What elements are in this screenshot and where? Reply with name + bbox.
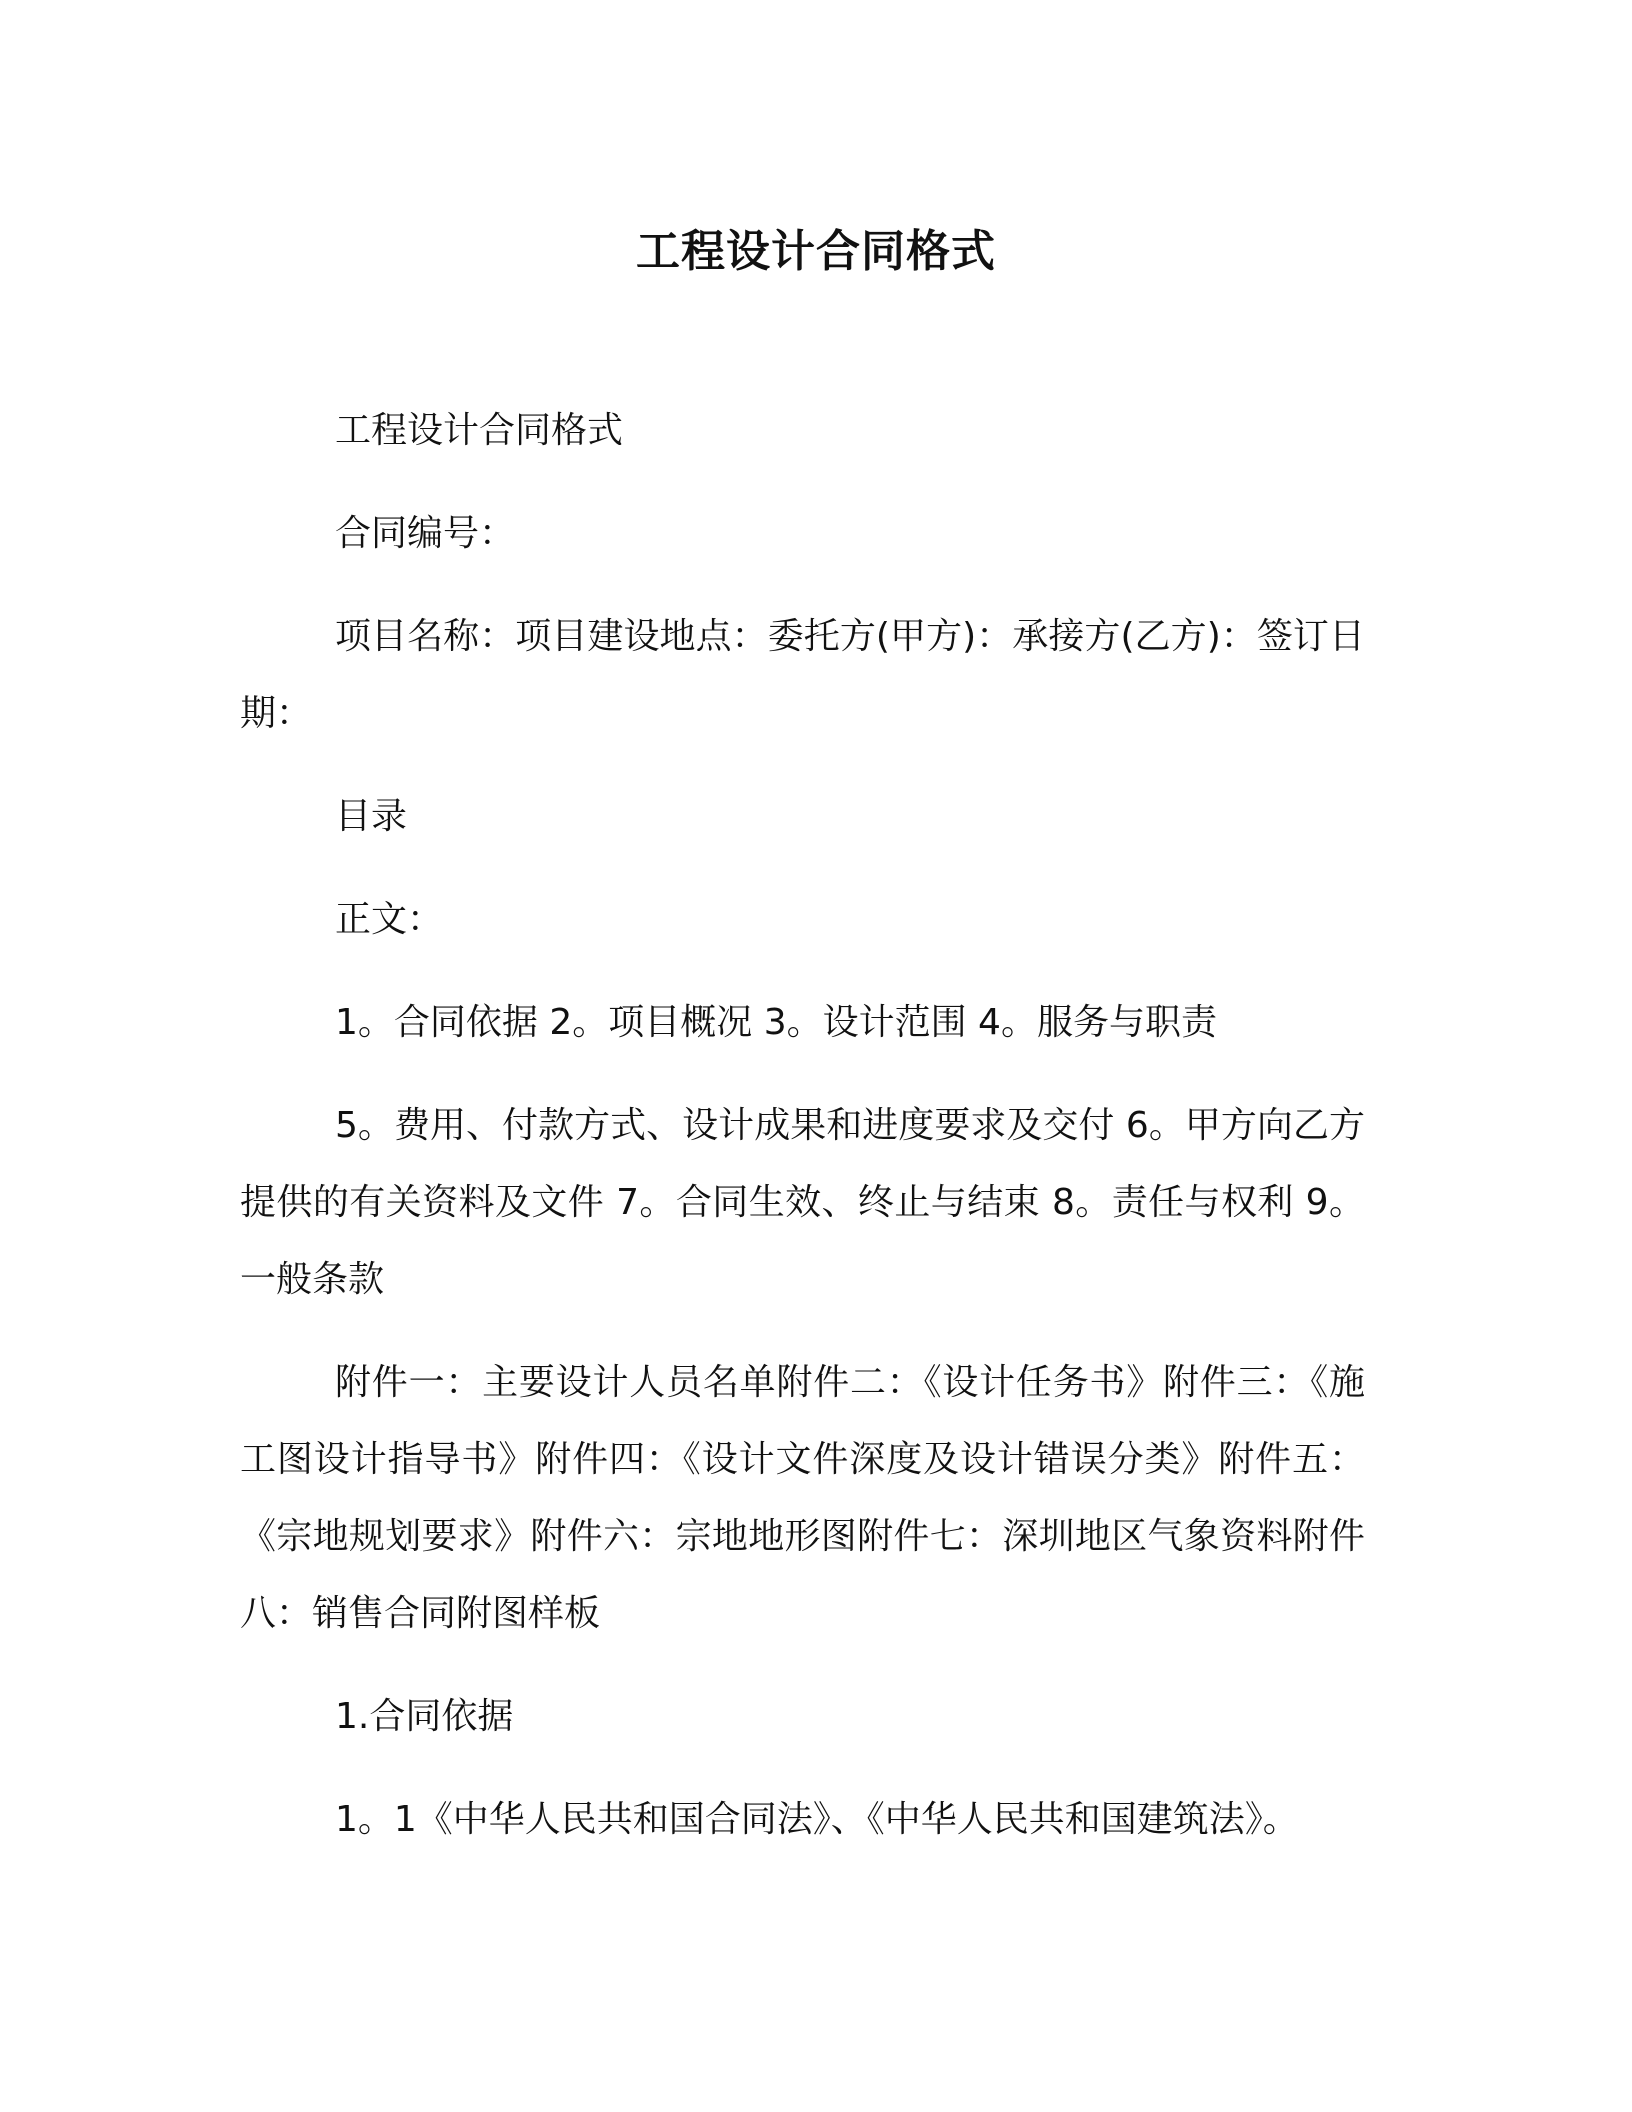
paragraph-attachments: 附件一：主要设计人员名单附件二：《设计任务书》附件三：《施工图设计指导书》附件四：《设计文件深度及设计错误分类》附件五：《宗地规划要求》附件六：宗地地形图附件七：深圳地区气象资料附件八：销售合同附图样板 <box>240 1362 1365 1634</box>
paragraph-section-1-1: 1。1《中华人民共和国合同法》、《中华人民共和国建筑法》。 <box>335 1799 1299 1840</box>
paragraph-heading: 工程设计合同格式 <box>335 410 624 451</box>
document-body <box>240 392 1365 1884</box>
paragraph-section-heading: 1.合同依据 <box>335 1696 514 1737</box>
paragraph-project-info: 项目名称：项目建设地点：委托方(甲方)：承接方(乙方)：签订日期： <box>240 616 1365 734</box>
paragraph-contract-number: 合同编号： <box>335 513 516 554</box>
document-title: 工程设计合同格式 <box>636 226 996 277</box>
paragraph-toc-label: 目录 <box>335 796 408 837</box>
paragraph-main-text-label: 正文： <box>335 899 444 940</box>
paragraph-toc-items-2: 5。费用、付款方式、设计成果和进度要求及交付 6。甲方向乙方提供的有关资料及文件 7。合同生效、终止与结束 8。责任与权利 9。一般条款 <box>240 1105 1365 1300</box>
paragraph-toc-items-1: 1。合同依据 2。项目概况 3。设计范围 4。服务与职责 <box>335 1002 1217 1043</box>
